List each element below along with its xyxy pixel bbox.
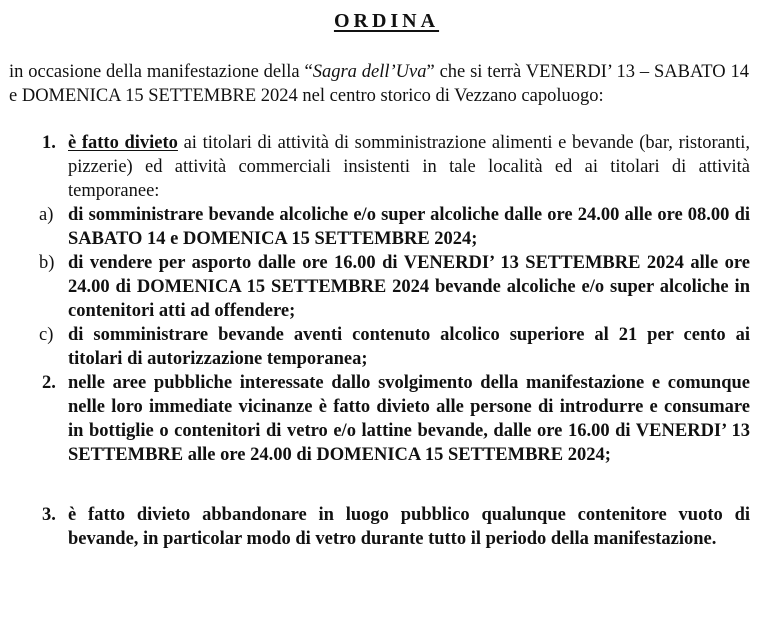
list-item-1: [0, 131, 773, 203]
event-name: Sagra dell’Uva: [312, 62, 427, 82]
item-body: ai titolari di attività di somministrazione alimenti e bevande (bar, ristoranti, pizzerie) ed attività commerciali insistenti in tale località ed ai titolari di attività temporanee:: [68, 133, 750, 201]
list-item-c: [0, 323, 773, 371]
item-marker: 1.: [42, 133, 56, 153]
item-text: è fatto divieto abbandonare in luogo pubblico qualunque contenitore vuoto di bevande, in particolar modo di vetro durante tutto il periodo della manifestazione.: [68, 505, 750, 549]
item-text: di somministrare bevande aventi contenuto alcolico superiore al 21 per cento ai titolari di autorizzazione temporanea;: [68, 325, 750, 369]
item-marker: b): [39, 253, 55, 273]
intro-pre: in occasione della manifestazione della “: [9, 62, 313, 82]
list-item-3: [0, 503, 773, 575]
document-title: [0, 10, 773, 33]
list-item-b: [0, 251, 773, 323]
item-text: di vendere per asporto dalle ore 16.00 di VENERDI’ 13 SETTEMBRE 2024 alle ore 24.00 di DOMENICA 15 SETTEMBRE 2024 bevande alcoliche e/o super alcoliche in contenitori atti ad offendere;: [68, 253, 750, 321]
item-lead: è fatto divieto: [68, 133, 178, 153]
item-marker: c): [39, 325, 54, 345]
item-marker: a): [39, 205, 54, 225]
list-item-a: [0, 203, 773, 251]
item-text: [68, 131, 750, 203]
item-text: nelle aree pubbliche interessate dallo svolgimento della manifestazione e comunque nelle loro immediate vicinanze è fatto divieto alle persone di introdurre e consumare in bottiglie o contenitori di vetro e/o lattine bevande, dalle ore 16.00 di VENERDI’ 13 SETTEMBRE alle ore 24.00 di DOMENICA 15 SETTEMBRE 2024;: [68, 373, 750, 465]
list-item-2: [0, 371, 773, 491]
item-marker: 3.: [42, 505, 56, 525]
intro-paragraph: [9, 60, 749, 108]
title-text: ORDINA: [333, 10, 440, 32]
item-marker: 2.: [42, 373, 56, 393]
item-text: di somministrare bevande alcoliche e/o super alcoliche dalle ore 24.00 alle ore 08.00 di SABATO 14 e DOMENICA 15 SETTEMBRE 2024;: [68, 205, 750, 249]
intro-post: ” che si terrà VENERDI’ 13 – SABATO 14 e DOMENICA 15 SETTEMBRE 2024 nel centro storico di Vezzano capoluogo:: [9, 62, 749, 106]
